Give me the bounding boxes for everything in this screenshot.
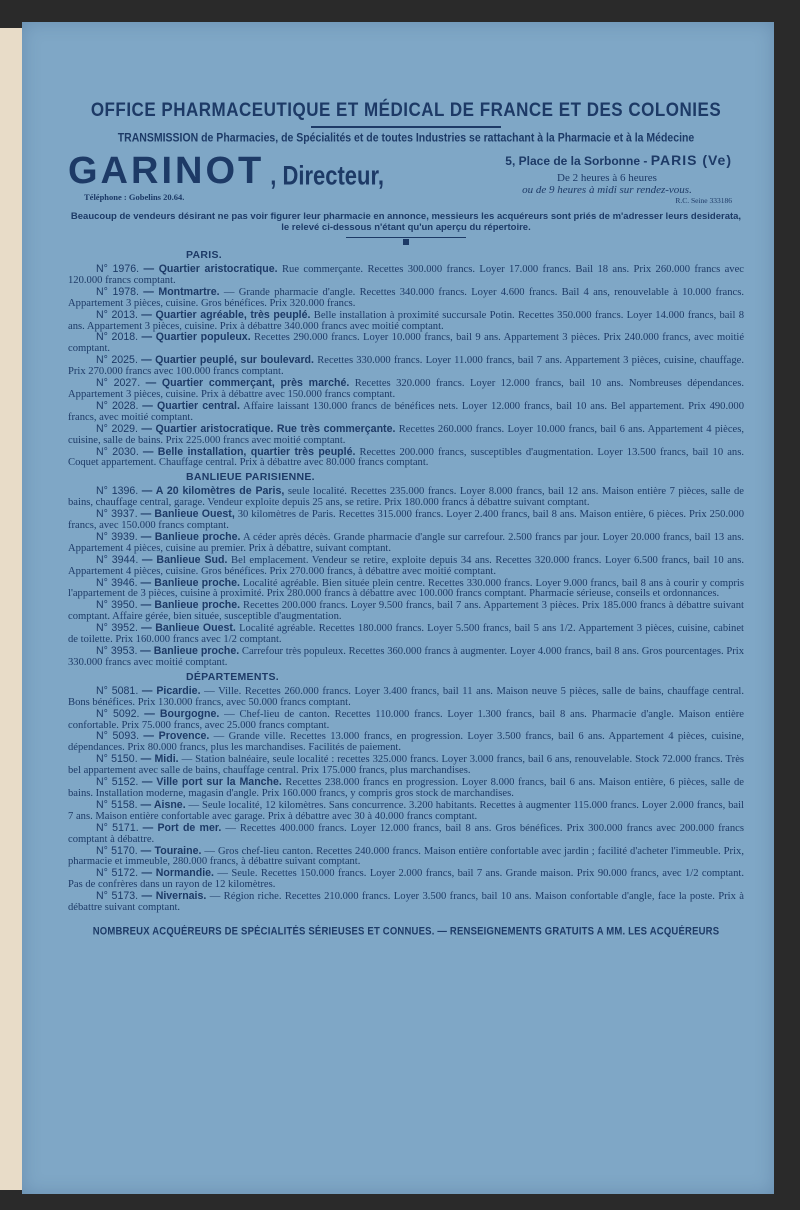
listing-location: — Banlieue proche. [140, 599, 241, 612]
listing-ref: N° 5171. [96, 821, 139, 834]
address-street: 5, Place de la Sorbonne - [505, 154, 648, 168]
phone-number: Téléphone : Gobelins 20.64. [84, 192, 185, 202]
listing-entry [68, 686, 744, 709]
listing-location: — Montmartre. [143, 285, 220, 298]
listing-text: — Gros chef-lieu canton. Recettes 240.000 francs. Maison entière confortable avec jardin ; facilité d'acheter l'immeuble. Prix, pharmacie et immeuble, 280.000 francs, à débattre suivant comptant. [68, 845, 744, 868]
listing-text: 30 kilomètres de Paris. Recettes 315.000 francs. Loyer 2.400 francs, bail 8 ans. Maison entière, 6 pièces. Prix 250.000 francs, avec 150.000 francs comptant. [68, 509, 745, 532]
listing-ref: N° 5152. [96, 776, 139, 789]
listing-entry [68, 264, 744, 287]
listing-ref: N° 2029. [96, 422, 138, 435]
listing-entry [68, 600, 744, 623]
address-block [482, 152, 744, 205]
listing-entry [68, 800, 744, 823]
listing-text: Localité agréable. Recettes 180.000 francs. Loyer 5.500 francs, bail 5 ans 1/2. Appartement 3 pièces, cuisine, cabinet de toilette. Prix 160.000 francs avec 1/2 comptant. [68, 623, 745, 646]
listing-entry [68, 646, 744, 669]
listing-location: — Nivernais. [141, 890, 207, 903]
listing-entry [68, 555, 744, 578]
listing-ref: N° 1978. [96, 285, 139, 298]
listing-text: — Grande pharmacie d'angle. Recettes 340.000 francs. Loyer 4.600 francs. Bail 4 ans, renouvelable à 10.000 francs. Appartement 3 pièces, cuisine. Gros bénéfices. Prix 320.000 francs. [68, 286, 744, 309]
listing-location: — Aisne. [140, 798, 186, 811]
listing-ref: N° 5170. [96, 844, 138, 857]
office-title: OFFICE PHARMACEUTIQUE ET MÉDICAL DE FRANCE ET DES COLONIES [90, 98, 722, 121]
listing-text: — Seule localité, 12 kilomètres. Sans concurrence. 3.200 habitants. Recettes à augmenter 115.000 francs. Loyer 2.000 francs, bail 7 ans. Maison entière confortable avec garage. Prix à débattre avec 30 à 40.000 francs comptant. [68, 799, 744, 822]
listing-text: Recettes 330.000 francs. Loyer 11.000 francs, bail 7 ans. Appartement 3 pièces, cuisine, chauffage. Prix 270.000 francs avec 100.000 francs comptant. [68, 355, 745, 378]
listing-text: — Chef-lieu de canton. Recettes 110.000 francs. Loyer 1.300 francs, bail 8 ans. Pharmacie d'angle. Maison entière confortable. Prix 75.000 francs, avec 25.000 francs comptant. [68, 708, 744, 731]
listing-ref: N° 3944. [96, 553, 139, 566]
listing-location: — Quartier populeux. [141, 331, 251, 344]
listing-text: A céder après décès. Grande pharmacie d'angle sur carrefour. 2.500 francs par jour. Loyer 20.000 francs, bail 13 ans. Appartement 4 pièces, cuisine au premier. Prix à débattre, suivant comptant. [68, 531, 744, 554]
ornament-dot [403, 239, 409, 245]
listing-text: Recettes 260.000 francs. Loyer 10.000 francs, bail 6 ans. Appartement 4 pièces, cuisine, salle de bains. Prix 225.000 francs avec moitié comptant. [68, 423, 744, 446]
listing-ref: N° 5172. [96, 867, 139, 880]
listing-text: — Station balnéaire, seule localité : recettes 325.000 francs. Loyer 3.000 francs, bail 6 ans, renouvelable. Stock 72.000 francs. Très bel appartement avec salle de bains, chauffage central. Prix 175.000 francs, plus marchandises. [68, 754, 745, 777]
listing-location: — Banlieue proche. [140, 645, 240, 657]
address [482, 152, 732, 168]
listing-text: — Ville. Recettes 260.000 francs. Loyer 3.400 francs, bail 11 ans. Maison neuve 5 pièces, salle de bains, chauffage central. Bons bénéfices. Prix 130.000 francs, avec 50.000 francs comptant. [68, 685, 745, 708]
listing-entry [68, 486, 744, 509]
listing-ref: N° 3946. [96, 576, 138, 589]
listing-entry [68, 355, 744, 378]
section-title: PARIS. [186, 249, 223, 261]
listing-text: Affaire laissant 130.000 francs de bénéfices nets. Loyer 12.000 francs, bail 10 ans. Bel appartement. Prix 490.000 francs, avec moitié comptant. [68, 400, 744, 423]
listing-ref: N° 3953. [96, 645, 138, 657]
listing-entry [68, 754, 744, 777]
listing-entry [68, 777, 744, 800]
listing-location: — Quartier peuplé, sur boulevard. [141, 354, 314, 367]
listing-text: Belle installation à proximité succursale Potin. Recettes 350.000 francs. Loyer 14.000 francs, bail 8 ans. Appartement 3 pièces, cuisine. Prix à débattre 340.000 francs avec moitié comptant. [68, 309, 744, 332]
hours-line-1: De 2 heures à 6 heures [557, 172, 657, 184]
director-role: , Directeur, [270, 160, 384, 191]
listing-ref: N° 1976. [96, 263, 140, 275]
listing-entry [68, 846, 744, 869]
office-hours [482, 172, 732, 196]
listing-ref: N° 5081. [96, 684, 139, 697]
listing-entry [68, 332, 744, 355]
listing-text: Recettes 320.000 francs. Loyer 12.000 francs, bail 10 ans. Nombreuses dépendances. Appartement 3 pièces, cuisine. Prix à débattre avec 150.000 francs comptant. [68, 378, 744, 400]
listing-location: — Quartier aristocratique. Rue très commerçante. [141, 422, 396, 435]
listing-ref: N° 5150. [96, 753, 138, 766]
book-spine [0, 28, 23, 1190]
listing-text: Carrefour très populeux. Recettes 360.000 francs à augmenter. Loyer 4.000 francs, bail 8 ans. Gros pourcentages. Prix 330.000 francs avec moitié comptant. [68, 646, 744, 668]
listing-ref: N° 3952. [96, 622, 138, 635]
registry-number: R.C. Seine 333186 [675, 196, 732, 205]
listing-text: seule localité. Recettes 235.000 francs. Loyer 8.000 francs, bail 12 ans. Maison entière 7 pièces, salle de bains, chauffage central, garage. Vendeur exploite depuis 25 ans, se retire. Prix 180.000 francs à débattre suivant comptant. [68, 486, 744, 509]
listing-location: — Touraine. [140, 844, 202, 857]
listing-text: Recettes 200.000 francs, susceptibles d'augmentation. Loyer 13.500 francs, bail 10 ans. Coquet appartement. Chauffage central. Prix à débattre avec 80.000 francs comptant. [68, 446, 744, 469]
listing-location: — Belle installation, quartier très peuplé. [142, 445, 356, 458]
listing-location: — Quartier agréable, très peuplé. [141, 308, 311, 321]
listing-ref: N° 2028. [96, 399, 139, 412]
section-title: BANLIEUE PARISIENNE. [186, 471, 315, 484]
listing-ref: N° 2013. [96, 308, 138, 321]
listing-text: Recettes 290.000 francs. Loyer 10.000 francs, bail 9 ans. Appartement 3 pièces. Prix 240.000 francs, avec moitié comptant. [68, 332, 745, 355]
listing-location: — Banlieue proche. [140, 530, 241, 543]
listing-text: — Recettes 400.000 francs. Loyer 12.000 francs, bail 8 ans. Gros bénéfices. Prix 300.000 francs avec 200.000 francs comptant à débattre. [68, 822, 744, 845]
listing-entry [68, 509, 744, 532]
listing-entry [68, 578, 744, 601]
director-block [68, 152, 744, 205]
hours-line-2: ou de 9 heures à midi sur rendez-vous. [522, 184, 692, 196]
listing-entry [68, 823, 744, 846]
listing-text: Localité agréable. Bien située plein centre. Recettes 330.000 francs. Loyer 9.000 francs, bail 8 ans à courir y compris l'appartement de 3 pièces, cuisine à proximité. Prix 280.000 francs à débattre avec 100.000 francs comptant. Pharmacie sérieuse, conseils et ordonnances. [68, 577, 744, 600]
listing-entry [68, 447, 744, 470]
listing-text: — Grande ville. Recettes 13.000 francs, en progression. Loyer 3.500 francs, bail 6 ans. Appartement 4 pièces, cuisine, dépendances. Prix 80.000 francs, plus les marchandises. Facilités de paiement. [68, 731, 744, 754]
listing-location: — Ville port sur la Manche. [141, 776, 282, 789]
listing-entry [68, 401, 744, 424]
listing-text: — Seule. Recettes 150.000 francs. Loyer 2.000 francs, bail 7 ans. Grande maison. Prix 90.000 francs, avec 1/2 comptant. Pas de confrères dans un rayon de 12 kilomètres. [68, 868, 744, 891]
address-city: PARIS (Ve) [650, 152, 732, 168]
listing-ref: N° 1396. [96, 485, 139, 498]
listing-entry [68, 868, 744, 891]
director-name: GARINOT [68, 150, 265, 192]
director-name-block [68, 152, 428, 202]
listing-entry [68, 709, 744, 732]
listing-ref: N° 2030. [96, 445, 139, 458]
listing-location: — Provence. [143, 730, 210, 743]
listing-entry [68, 731, 744, 754]
listing-location: — Banlieue Sud. [141, 553, 228, 566]
listing-entry [68, 532, 744, 555]
title-rule [311, 126, 501, 128]
listing-location: — Picardie. [141, 684, 201, 697]
listing-ref: N° 3937. [96, 508, 138, 521]
listing-text: Recettes 200.000 francs. Loyer 9.500 francs, bail 7 ans. Appartement 3 pièces. Prix 185.000 francs à débattre suivant comptant. Affaire gérée, bien située, susceptible d'augmentation. [68, 600, 744, 623]
listing-location: — Normandie. [141, 867, 214, 880]
listing-location: — A 20 kilomètres de Paris, [141, 485, 285, 498]
listing-location: — Quartier aristocratique. [143, 263, 278, 275]
footer-notice: NOMBREUX ACQUÉREURS DE SPÉCIALITÉS SÉRIEUSES ET CONNUES. — RENSEIGNEMENTS GRATUITS A MM. LES ACQUÉREURS [92, 925, 720, 938]
listing-entry [68, 623, 744, 646]
listing-location: — Quartier central. [142, 399, 240, 412]
listing-entry [68, 310, 744, 333]
listings [68, 249, 744, 914]
listing-location: — Midi. [140, 753, 179, 766]
listing-location: — Bourgogne. [144, 707, 220, 720]
listing-entry [68, 378, 744, 401]
listing-location: — Banlieue Ouest. [141, 622, 236, 635]
sellers-notice: Beaucoup de vendeurs désirant ne pas voir figurer leur pharmacie en annonce, messieurs les acquéreurs sont priés de m'adresser leurs desiderata, le relevé ci-dessous n'étant qu'un aperçu du répertoire. [70, 211, 742, 233]
listing-ref: N° 5158. [96, 798, 138, 811]
listing-ref: N° 5173. [96, 890, 139, 903]
listing-ref: N° 5092. [96, 707, 140, 720]
listing-entry [68, 424, 744, 447]
document-page [22, 22, 774, 1194]
listing-ref: N° 2027. [96, 377, 141, 390]
listing-ref: N° 5093. [96, 730, 140, 743]
listing-ref: N° 2018. [96, 331, 139, 344]
section-title: DÉPARTEMENTS. [186, 670, 279, 683]
listing-location: — Port de mer. [142, 821, 222, 834]
listing-ref: N° 2025. [96, 354, 138, 367]
listing-location: — Quartier commerçant, près marché. [145, 377, 350, 390]
listing-location: — Banlieue Ouest, [140, 508, 235, 521]
office-subtitle: TRANSMISSION de Pharmacies, de Spécialités et de toutes Industries se rattachant à la Pharmacie et à la Médecine [117, 131, 695, 145]
listing-text: — Région riche. Recettes 210.000 francs. Loyer 3.500 francs, bail 10 ans. Maison confortable d'angle, face la poste. Prix à débattre suivant comptant. [68, 891, 744, 914]
listing-entry [68, 287, 744, 310]
listing-ref: N° 3939. [96, 530, 138, 543]
listing-text: Rue commerçante. Recettes 300.000 francs. Loyer 17.000 francs. Bail 18 ans. Prix 260.000 francs avec 120.000 francs comptant. [68, 264, 745, 286]
listing-ref: N° 3950. [96, 599, 138, 612]
listing-text: Recettes 238.000 francs en progression. Loyer 8.000 francs, bail 6 ans. Maison entière, 6 pièces, salle de bains. Installation moderne, magasin d'angle. Prix 160.000 francs, y compris gros stock de marchandises. [68, 777, 744, 799]
listing-location: — Banlieue proche. [140, 576, 240, 589]
notice-rule [346, 237, 466, 238]
listing-entry [68, 891, 744, 914]
listing-text: Bel emplacement. Vendeur se retire, exploite depuis 34 ans. Recettes 320.000 francs. Loyer 6.500 francs, bail 10 ans. Appartement 4 pièces, cuisine. Gros bénéfices. Prix 270.000 francs, à débattre avec moitié comptant. [68, 554, 744, 577]
